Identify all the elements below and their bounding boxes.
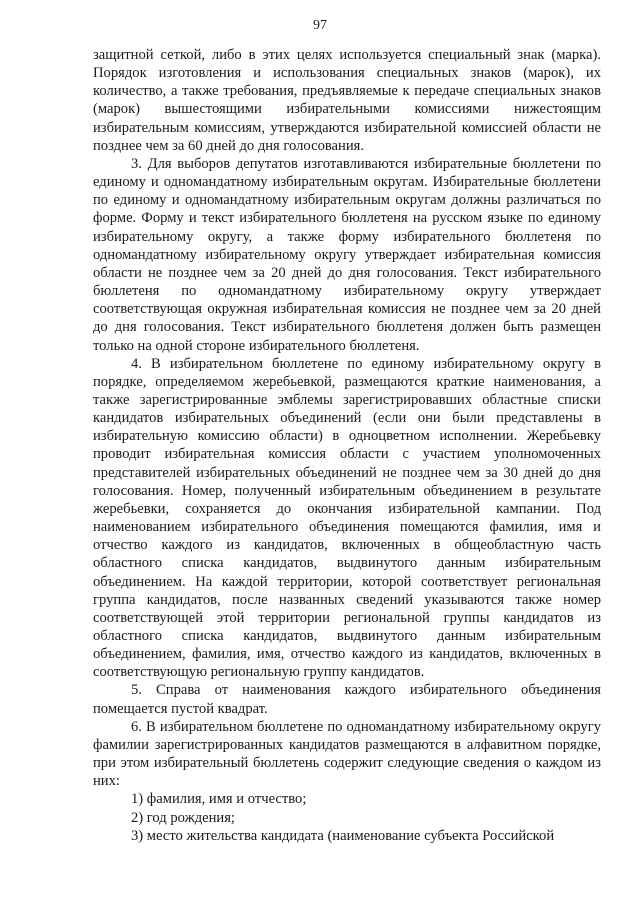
list-item-1: 1) фамилия, имя и отчество;: [131, 791, 307, 808]
paragraph-continuation: защитной сеткой, либо в этих целях используется специальный знак (марка). Порядок изготовления и использования специальных знаков (марок), их количество, а также требования, предъявляемые к передаче специальных знаков (марок) вышестоящими избирательными комиссиями нижестоящим избирательным комиссиям, утверждаются избирательной комиссией области не позднее чем за 60 дней до дня голосования.: [93, 47, 601, 154]
list-item-2: 2) год рождения;: [131, 809, 235, 826]
paragraph-item-3: 3. Для выборов депутатов изготавливаются избирательные бюллетени по единому и одномандатному избирательным округам. Избирательные бюллетени по единому и одномандатному избирательным округам должны различаться по форме. Форму и текст избирательного бюллетеня на русском языке по единому избирательному округу, а также форму избирательного бюллетеня по одномандатному избирательному округу утверждает избирательная комиссия области не позднее чем за 20 дней до дня голосования. Текст избирательного бюллетеня по одномандатному избирательному округу утверждает соответствующая окружная избирательная комиссия не позднее чем за 20 дней до дня голосования. Текст избирательного бюллетеня должен быть размещен только на одной стороне избирательного бюллетеня.: [93, 155, 601, 354]
page-number: 97: [313, 18, 327, 33]
list-item-3: 3) место жительства кандидата (наименование субъекта Российской: [131, 827, 555, 844]
paragraph-item-5: 5. Справа от наименования каждого избирательного объединения помещается пустой квадрат.: [93, 682, 601, 717]
document-body: [93, 46, 601, 845]
paragraph-item-6: 6. В избирательном бюллетене по одномандатному избирательному округу фамилии зарегистрированных кандидатов размещаются в алфавитном порядке, при этом избирательный бюллетень содержит следующие сведения о каждом из них:: [93, 718, 601, 790]
paragraph-item-4: 4. В избирательном бюллетене по единому избирательному округу в порядке, определяемом жеребьевкой, размещаются краткие наименования, а также зарегистрированные эмблемы зарегистрировавших областные списки кандидатов избирательных объединений (если они были представлены в избирательную комиссию области) в одноцветном исполнении. Жеребьевку проводит избирательная комиссия области с участием уполномоченных представителей избирательных объединений не позднее чем за 30 дней до дня голосования. Номер, полученный избирательным объединением в результате жеребьевки, сохраняется до окончания избирательной кампании. Под наименованием избирательного объединения помещаются фамилия, имя и отчество каждого из кандидатов, включенных в общеобластную часть областного списка кандидатов, выдвинутого данным избирательным объединением. На каждой территории, которой соответствует региональная группа кандидатов, после названных сведений указываются также номер соответствующей этой территории региональной группы кандидатов из областного списка кандидатов, выдвинутого данным избирательным объединением, фамилия, имя, отчество каждого из кандидатов, включенных в соответствующую региональную группу кандидатов.: [93, 355, 601, 681]
